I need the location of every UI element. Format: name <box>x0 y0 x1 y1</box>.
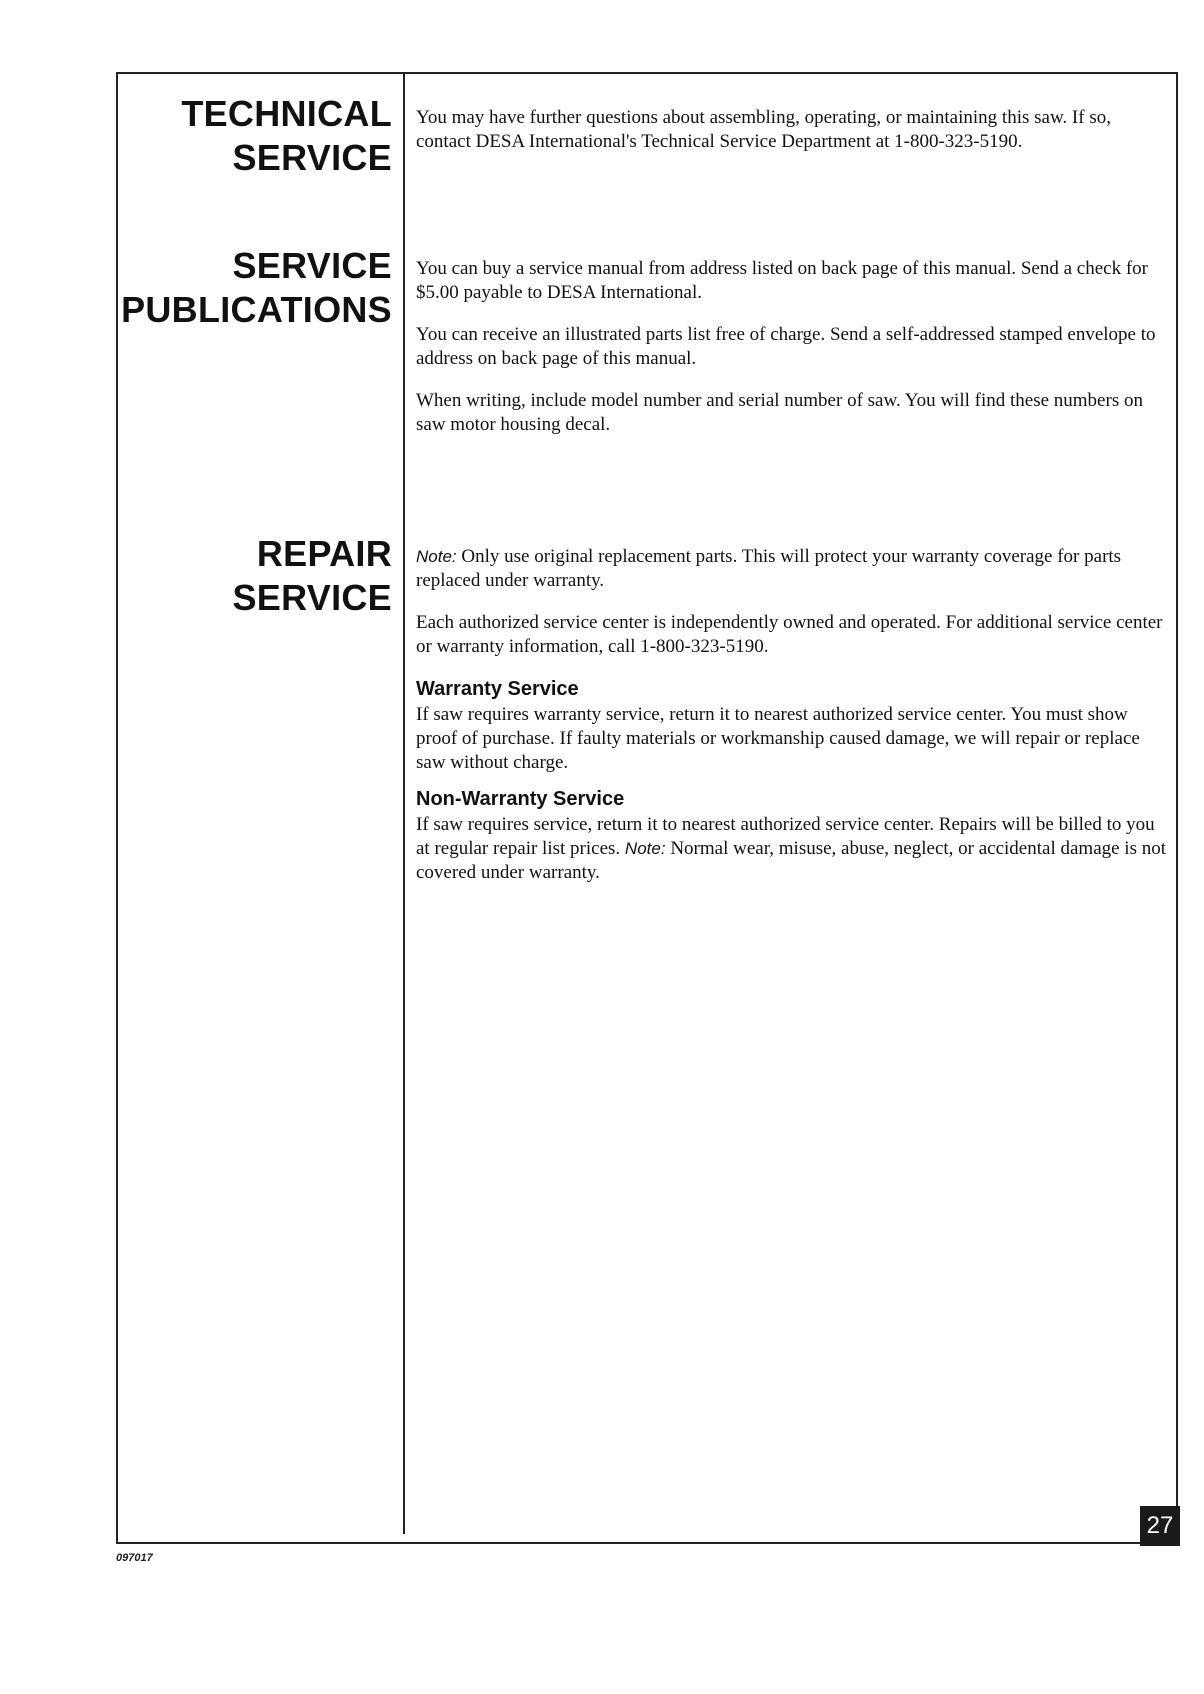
non-warranty-text-a: If saw requires service, return it to nearest authorized service center. Repairs will be billed to you at regular repair list prices. <box>416 814 1155 859</box>
heading-line: SERVICE <box>232 577 392 618</box>
note-label: Note: <box>624 839 666 858</box>
page-number-badge: 27 <box>1140 1506 1180 1546</box>
heading-repair-service <box>233 532 393 620</box>
technical-service-paragraph: You may have further questions about assembling, operating, or maintaining this saw. If so, contact DESA International's Technical Service Department at 1-800-323-5190. <box>416 107 1111 152</box>
technical-service-body <box>416 106 1166 172</box>
note-text: Only use original replacement parts. This will protect your warranty coverage for parts replaced under warranty. <box>416 546 1122 591</box>
publications-paragraph-parts-list: You can receive an illustrated parts list free of charge. Send a self-addressed stamped envelope to address on back page of this manual. <box>416 324 1156 369</box>
heading-line: PUBLICATIONS <box>121 289 392 330</box>
column-divider <box>403 72 405 1534</box>
repair-service-center-paragraph: Each authorized service center is independently owned and operated. For additional service center or warranty information, call 1-800-323-5190. <box>416 612 1163 657</box>
non-warranty-service-paragraph <box>416 813 1166 885</box>
publications-paragraph-manual: You can buy a service manual from address listed on back page of this manual. Send a check for $5.00 payable to DESA International. <box>416 258 1148 303</box>
heading-line: SERVICE <box>232 245 392 286</box>
heading-line: REPAIR <box>256 533 392 574</box>
repair-service-body <box>416 545 1166 903</box>
note-label: Note: <box>416 547 457 566</box>
heading-line: TECHNICAL <box>181 93 392 134</box>
heading-service-publications <box>121 244 392 332</box>
bottom-rule <box>116 1542 1168 1544</box>
publications-paragraph-writing: When writing, include model number and serial number of saw. You will find these numbers on saw motor housing decal. <box>416 390 1143 435</box>
heading-technical-service <box>181 92 392 180</box>
non-warranty-service-title: Non-Warranty Service <box>416 788 625 810</box>
warranty-service-paragraph: If saw requires warranty service, return it to nearest authorized service center. You must show proof of purchase. If faulty materials or workmanship caused damage, we will repair or replace saw without charge. <box>416 704 1140 773</box>
repair-note-paragraph <box>416 545 1166 593</box>
warranty-service-title: Warranty Service <box>416 678 579 700</box>
heading-line: SERVICE <box>232 137 392 178</box>
service-publications-body <box>416 257 1166 455</box>
document-code: 097017 <box>116 1552 153 1564</box>
non-warranty-text-b: Normal wear, misuse, abuse, neglect, or accidental damage is not covered under warranty. <box>416 838 1167 883</box>
